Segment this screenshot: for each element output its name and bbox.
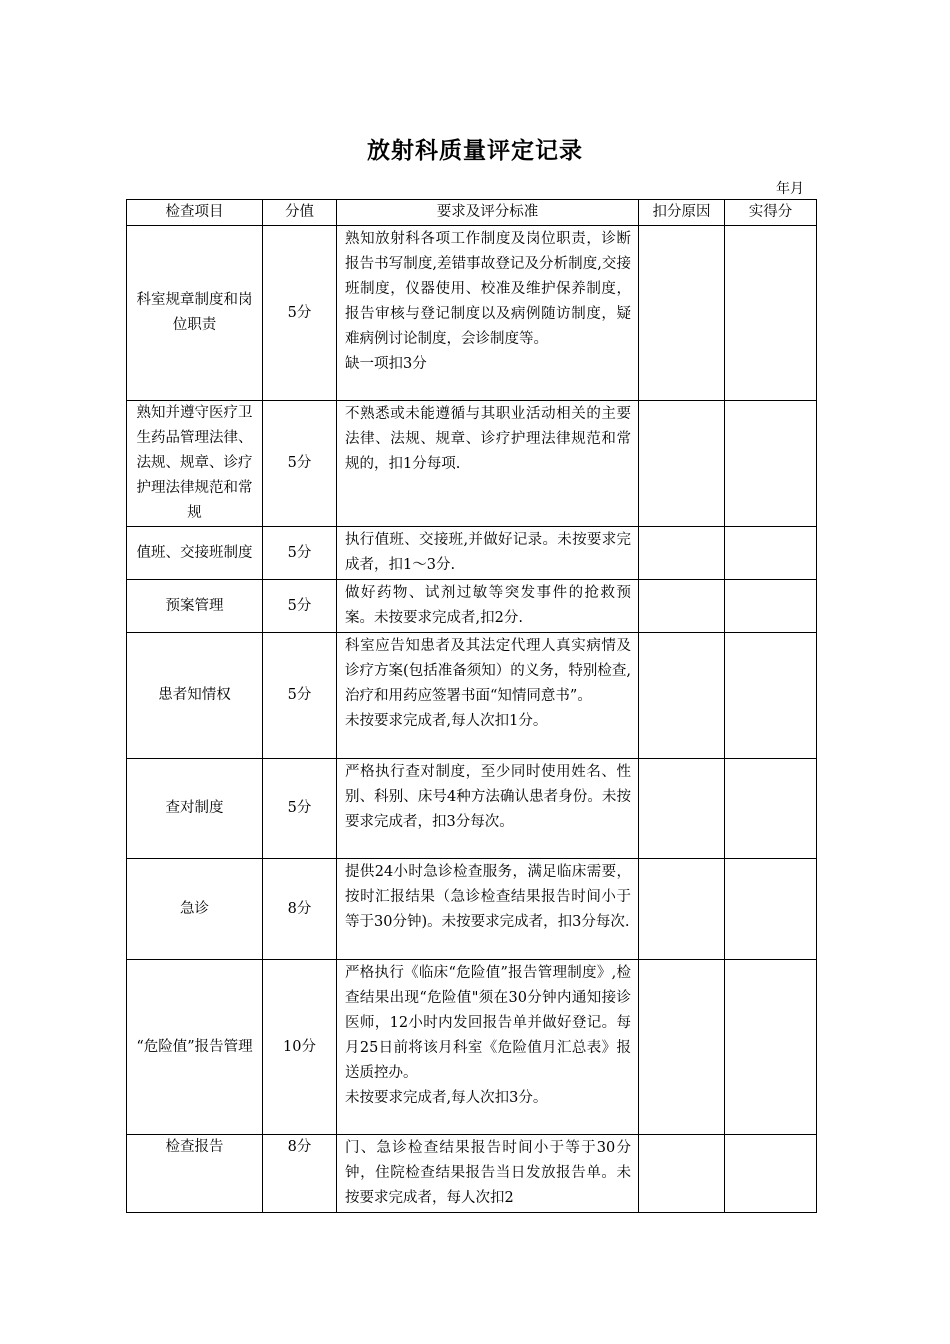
row-deduction-reason-cell[interactable] — [639, 580, 725, 633]
row-deduction-reason-cell[interactable] — [639, 401, 725, 527]
quality-evaluation-table — [126, 199, 817, 1213]
row-score: 5分 — [263, 527, 337, 580]
row-deduction-reason-cell[interactable] — [639, 859, 725, 960]
table-row — [127, 401, 817, 527]
row-deduction-reason-cell[interactable] — [639, 633, 725, 759]
table-row — [127, 580, 817, 633]
row-score: 5分 — [263, 580, 337, 633]
row-actual-score-cell[interactable] — [725, 527, 817, 580]
header-score: 分值 — [263, 200, 337, 226]
row-requirement — [337, 580, 639, 633]
row-score: 5分 — [263, 401, 337, 527]
row-score: 5分 — [263, 759, 337, 859]
row-actual-score-cell[interactable] — [725, 633, 817, 759]
row-item: 查对制度 — [127, 759, 263, 859]
row-requirement — [337, 960, 639, 1135]
requirement-text: 严格执行查对制度，至少同时使用姓名、性别、科别、床号4种方法确认患者身份。未按要求完成者，扣3分每次。 — [345, 764, 631, 830]
row-item: 检查报告 — [127, 1135, 263, 1213]
row-deduction-reason-cell[interactable] — [639, 759, 725, 859]
row-requirement — [337, 226, 639, 401]
requirement-text: 做好药物、试剂过敏等突发事件的抢救预案。未按要求完成者,扣2分. — [345, 585, 631, 626]
table-row — [127, 960, 817, 1135]
requirement-text: 提供24小时急诊检查服务，满足临床需要，按时汇报结果（急诊检查结果报告时间小于等于30分钟)。未按要求完成者，扣3分每次. — [345, 864, 631, 930]
deduction-text: 缺一项扣3分 — [345, 356, 427, 372]
row-score: 8分 — [263, 859, 337, 960]
header-requirement: 要求及评分标准 — [337, 200, 639, 226]
date-label: 年月 — [776, 181, 804, 197]
row-item: 熟知并遵守医疗卫生药品管理法律、法规、规章、诊疗护理法律规范和常规 — [127, 401, 263, 527]
row-item: “危险值”报告管理 — [127, 960, 263, 1135]
requirement-text: 熟知放射科各项工作制度及岗位职责，诊断报告书写制度,差错事故登记及分析制度,交接班制度，仪器使用、校准及维护保养制度，报告审核与登记制度以及病例随访制度，疑难病例讨论制度，会诊制度等。 — [345, 231, 631, 347]
document-title: 放射科质量评定记录 — [367, 138, 583, 164]
row-item: 急诊 — [127, 859, 263, 960]
row-requirement — [337, 527, 639, 580]
deduction-text: 未按要求完成者,每人次扣1分。 — [345, 713, 548, 729]
row-deduction-reason-cell[interactable] — [639, 960, 725, 1135]
row-requirement — [337, 1135, 639, 1213]
row-score: 5分 — [263, 226, 337, 401]
table-row — [127, 226, 817, 401]
table-row — [127, 527, 817, 580]
row-requirement — [337, 859, 639, 960]
header-deduction-reason: 扣分原因 — [639, 200, 725, 226]
requirement-text: 科室应告知患者及其法定代理人真实病情及诊疗方案(包括准备须知）的义务，特别检查,治疗和用药应签署书面“知情同意书”。 — [345, 638, 631, 704]
requirement-text: 不熟悉或未能遵循与其职业活动相关的主要法律、法规、规章、诊疗护理法律规范和常规的，扣1分每项. — [345, 406, 631, 472]
row-score: 8分 — [263, 1135, 337, 1213]
row-actual-score-cell[interactable] — [725, 580, 817, 633]
header-item: 检查项目 — [127, 200, 263, 226]
row-actual-score-cell[interactable] — [725, 1135, 817, 1213]
row-requirement — [337, 401, 639, 527]
row-actual-score-cell[interactable] — [725, 859, 817, 960]
row-score: 10分 — [263, 960, 337, 1135]
row-item: 值班、交接班制度 — [127, 527, 263, 580]
row-item: 科室规章制度和岗位职责 — [127, 226, 263, 401]
header-actual-score: 实得分 — [725, 200, 817, 226]
row-item: 预案管理 — [127, 580, 263, 633]
table-row — [127, 633, 817, 759]
row-requirement — [337, 633, 639, 759]
row-actual-score-cell[interactable] — [725, 960, 817, 1135]
row-deduction-reason-cell[interactable] — [639, 527, 725, 580]
row-actual-score-cell[interactable] — [725, 226, 817, 401]
requirement-text: 门、急诊检查结果报告时间小于等于30分钟，住院检查结果报告当日发放报告单。未按要求完成者，每人次扣2 — [345, 1140, 631, 1206]
row-deduction-reason-cell[interactable] — [639, 226, 725, 401]
row-requirement — [337, 759, 639, 859]
table-row — [127, 859, 817, 960]
table-row — [127, 1135, 817, 1213]
requirement-text: 执行值班、交接班,并做好记录。未按要求完成者，扣1～3分. — [345, 532, 631, 573]
table-row — [127, 759, 817, 859]
row-deduction-reason-cell[interactable] — [639, 1135, 725, 1213]
requirement-text: 严格执行《临床“危险值”报告管理制度》,检查结果出现“危险值"须在30分钟内通知接诊医师，12小时内发回报告单并做好登记。每月25日前将该月科室《危险值月汇总表》报送质控办。 — [345, 965, 631, 1081]
row-actual-score-cell[interactable] — [725, 759, 817, 859]
row-item: 患者知情权 — [127, 633, 263, 759]
deduction-text: 未按要求完成者,每人次扣3分。 — [345, 1090, 548, 1106]
table-header-row — [127, 200, 817, 226]
row-score: 5分 — [263, 633, 337, 759]
row-actual-score-cell[interactable] — [725, 401, 817, 527]
